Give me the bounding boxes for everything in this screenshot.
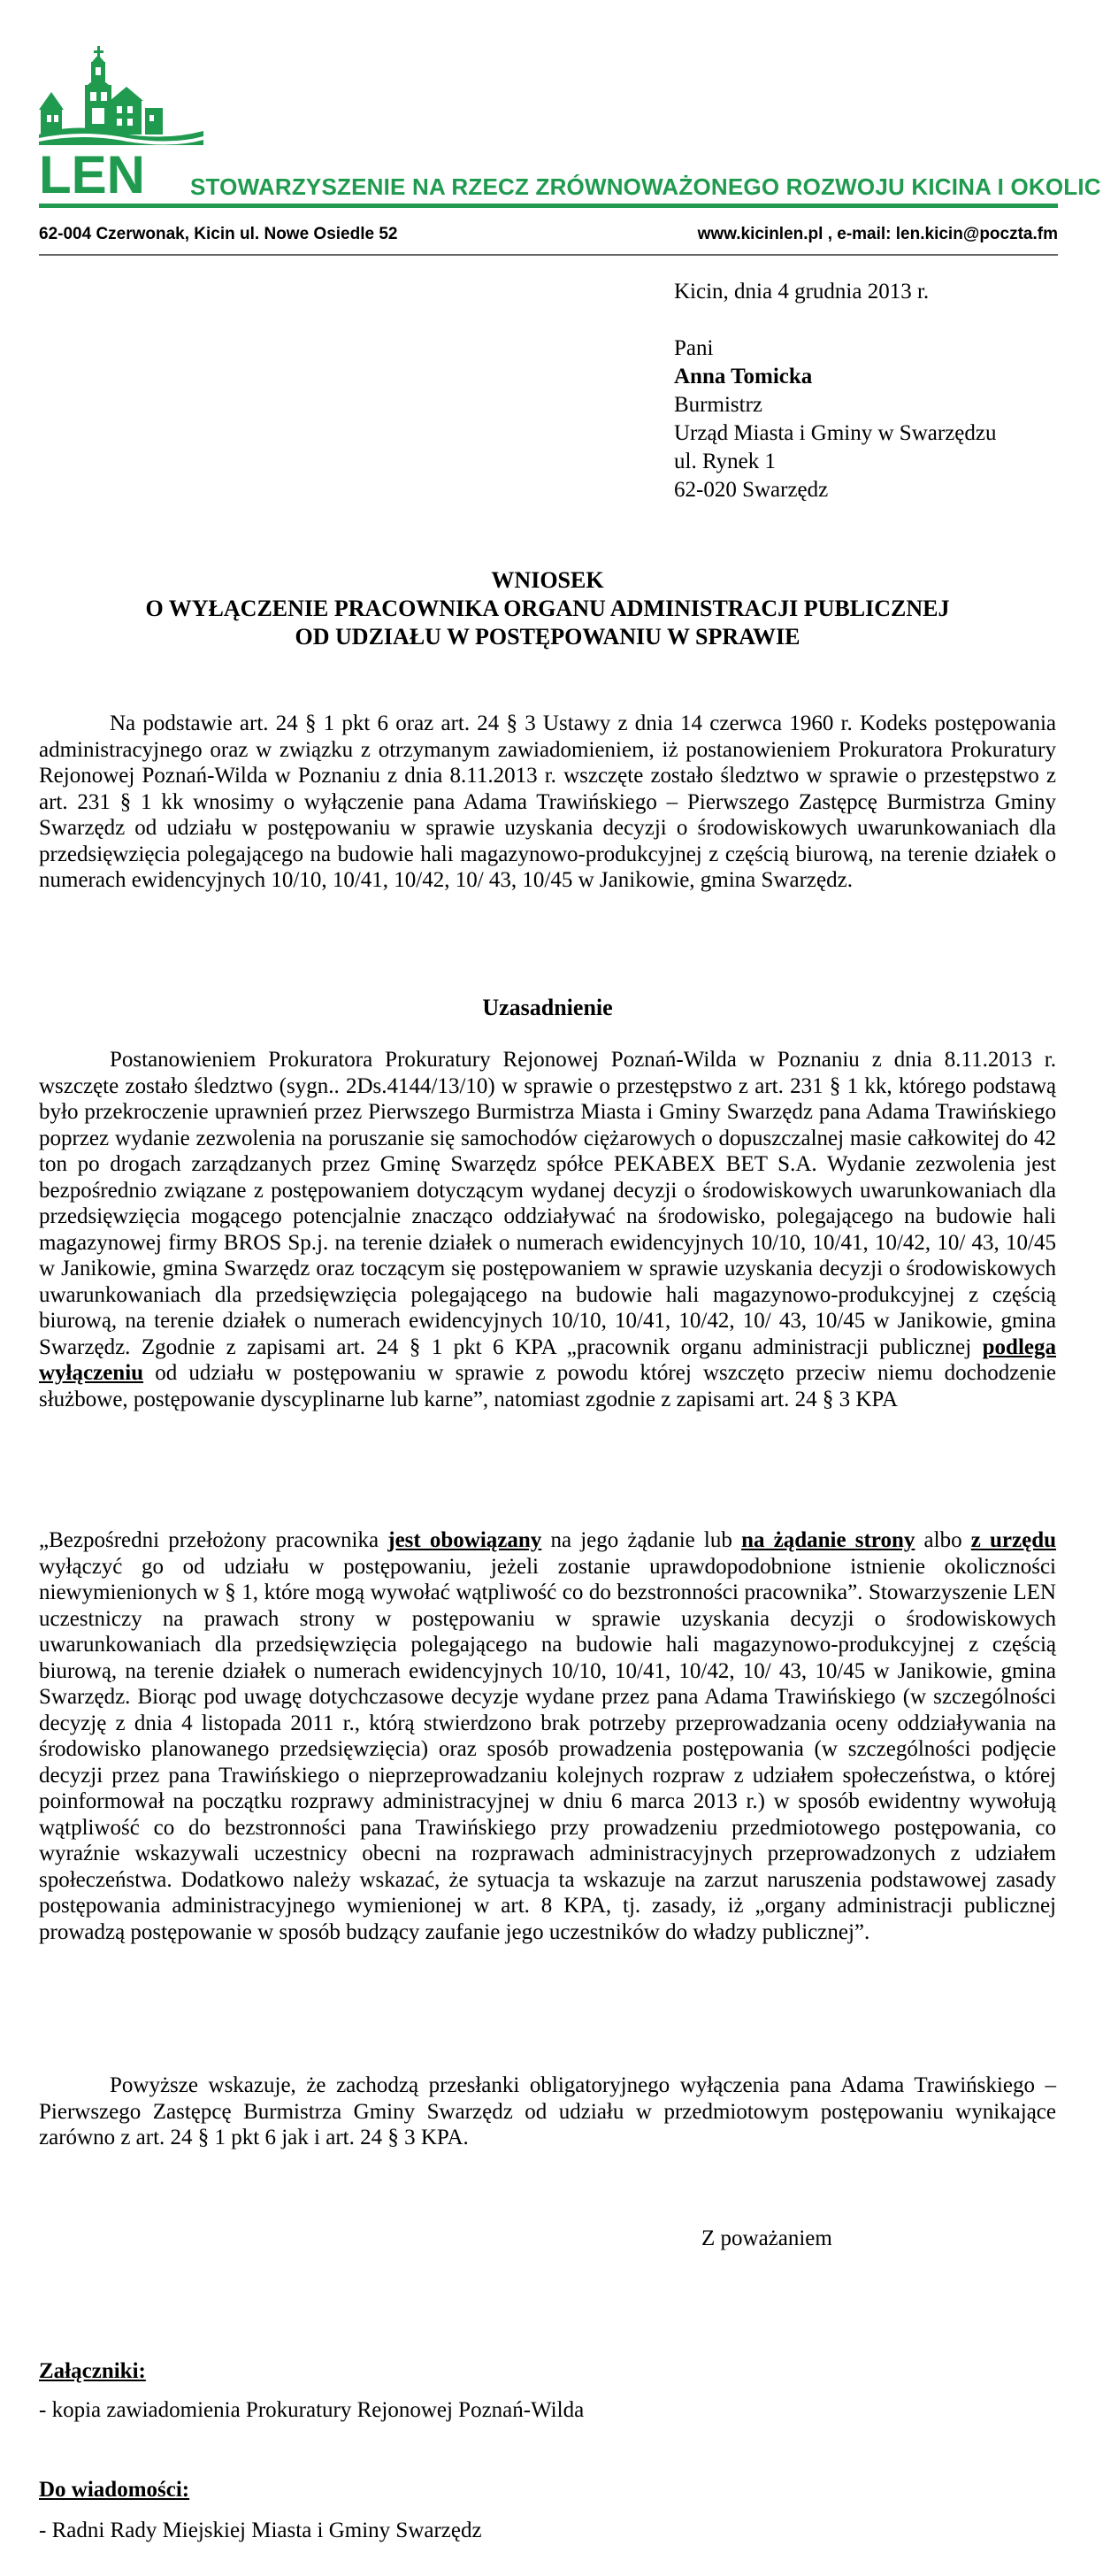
title-line-3: OD UDZIAŁU W POSTĘPOWANIU W SPRAWIE bbox=[295, 624, 800, 650]
recipient-street: ul. Rynek 1 bbox=[674, 450, 776, 473]
logo-text: LEN bbox=[39, 145, 145, 196]
cc-heading: Do wiadomości: bbox=[39, 2478, 190, 2502]
paragraph-justification-1 bbox=[39, 1047, 1056, 1412]
organization-name: STOWARZYSZENIE NA RZECZ ZRÓWNOWAŻONEGO ROZWOJU KICINA I OKOLIC bbox=[190, 173, 1101, 200]
cc-item: - Radni Rady Miejskiej Miasta i Gminy Swarzędz bbox=[39, 2518, 482, 2542]
recipient-city: 62-020 Swarzędz bbox=[674, 478, 829, 502]
organization-address: 62-004 Czerwonak, Kicin ul. Nowe Osiedle 52 bbox=[39, 225, 398, 243]
p3-part-d: wyłączyć go od udziału w postępowaniu, jeżeli zostanie uprawdopodobnione istnienie okoliczności niewymienionych w § 1, które mogą wywołać wątpliwość co do bezstronności pracownika”. Stowarzyszenie LEN uczestniczy na prawach strony w postępowaniu w sprawie uzyskania decyzji o środowiskowych uwarunkowaniach dla przedsięwzięcia polegającego na budowie hali magazynowo-produkcyjnej z częścią biurową, na terenie działek o numerach ewidencyjnych 10/10, 10/41, 10/42, 10/ 43, 10/45 w Janikowie, gmina Swarzędz. Biorąc pod uwagę dotychczasowe decyzje wydane przez pana Adama Trawińskiego (w szczególności decyzję z dnia 4 listopada 2011 r., którą stwierdzono brak potrzeby przeprowadzania oceny oddziaływania na środowisko planowanego przedsięwzięcia) oraz sposób prowadzenia postępowania (w szczególności podjęcie decyzji przez pana Trawińskiego o nieprzeprowadzaniu kolejnych rozpraw z udziałem społeczeństwa, o której poinformował na początku rozprawy administracyjnej w dniu 6 marca 2013 r.) w sposób ewidentny wywołują wątpliwość co do bezstronności pana Trawińskiego przy prowadzeniu przedmiotowego postępowania, co wyraźnie wskazywali uczestnicy obecni na rozprawach administracyjnych przeprowadzonych z udziałem społeczeństwa. Dodatkowo należy wskazać, że sytuacja ta wskazuje na zarzut naruszenia podstawowej zasady postępowania administracyjnego wymienionej w art. 8 KPA, tj. zasady, iż „organy administracji publicznej prowadzą postępowanie w sposób budzący zaufanie jego uczestników do władzy publicznej”. bbox=[39, 1554, 1056, 1944]
attachments-heading: Załączniki: bbox=[39, 2359, 146, 2383]
title-line-2: O WYŁĄCZENIE PRACOWNIKA ORGANU ADMINISTRACJI PUBLICZNEJ bbox=[145, 596, 950, 621]
letter-date: Kicin, dnia 4 grudnia 2013 r. bbox=[674, 280, 930, 304]
p2-emphasis: podlega wyłączeniu bbox=[39, 1334, 1056, 1385]
document-title bbox=[39, 566, 1056, 651]
p2-tail: od udziału w postępowaniu w sprawie z powodu której wszczęto przeciw niemu dochodzenie służbowe, postępowanie dyscyplinarne lub karne”, natomiast zgodnie z zapisami art. 24 § 3 KPA bbox=[39, 1361, 1056, 1411]
organization-contact: www.kicinlen.pl , e-mail: len.kicin@poczta.fm bbox=[697, 225, 1058, 243]
paragraph-conclusion: Powyższe wskazuje, że zachodzą przesłanki obligatoryjnego wyłączenia pana Adama Trawińskiego – Pierwszego Zastępcę Burmistrza Gminy Swarzędz od udziału w przedmiotowym postępowaniu wynikające zarówno z art. 24 § 1 pkt 6 jak i art. 24 § 3 KPA. bbox=[39, 2073, 1056, 2149]
recipient-office: Urząd Miasta i Gminy w Swarzędzu bbox=[674, 421, 997, 445]
justification-heading: Uzasadnienie bbox=[482, 995, 613, 1020]
p2-text: Postanowieniem Prokuratora Prokuratury Rejonowej Poznań-Wilda w Poznaniu z dnia 8.11.2013 r. wszczęte zostało śledztwo (sygn.. 2Ds.4144/13/10) w sprawie o przestępstwo z art. 231 § 1 kk, którego podstawą było przekroczenie uprawnień przez Pierwszego Burmistrza Miasta i Gminy Swarzędz pana Adama Trawińskiego poprzez wydanie zezwolenia na poruszanie się samochodów ciężarowych o dopuszczalnej masie całkowitej do 42 ton po drogach zarządzanych przez Gminę Swarzędz spółce PEKABEX BET S.A. Wydanie zezwolenia jest bezpośrednio związane z postępowaniem dotyczącym wydanej decyzji o środowiskowych uwarunkowaniach dla przedsięwzięcia mogącego potencjalnie znacząco oddziaływać na środowisko, polegającego na budowie hali magazynowej firmy BROS Sp.j. na terenie działek o numerach ewidencyjnych 10/10, 10/41, 10/42, 10/ 43, 10/45 w Janikowie, gmina Swarzędz oraz toczącym się postępowaniem w sprawie uzyskania decyzji o środowiskowych uwarunkowaniach dla przedsięwzięcia polegającego na budowie hali magazynowo-produkcyjnej z częścią biurową, na terenie działek o numerach ewidencyjnych 10/10, 10/41, 10/42, 10/ 43, 10/45 w Janikowie, gmina Swarzędz. Zgodnie z zapisami art. 24 § 1 pkt 6 KPA „pracownik organu administracji publicznej bbox=[39, 1048, 1056, 1359]
recipient-block bbox=[674, 334, 996, 504]
p3-emphasis-2: na żądanie strony bbox=[741, 1528, 915, 1552]
paragraph-justification-2 bbox=[39, 1527, 1056, 1945]
p3-part-b: na jego żądanie lub bbox=[541, 1528, 742, 1552]
p3-emphasis-1: jest obowiązany bbox=[387, 1528, 542, 1552]
p3-emphasis-3: z urzędu bbox=[970, 1528, 1057, 1552]
header-divider bbox=[39, 254, 1058, 256]
p3-part-c: albo bbox=[915, 1528, 971, 1552]
recipient-name: Anna Tomicka bbox=[674, 365, 813, 388]
len-logo bbox=[39, 46, 203, 196]
title-line-1: WNIOSEK bbox=[491, 567, 604, 593]
p3-part-a: „Bezpośredni przełożony pracownika bbox=[39, 1528, 388, 1552]
header-green-rule bbox=[39, 204, 1058, 208]
attachment-item: - kopia zawiadomienia Prokuratury Rejonowej Poznań-Wilda bbox=[39, 2398, 585, 2422]
paragraph-request: Na podstawie art. 24 § 1 pkt 6 oraz art. 24 § 3 Ustawy z dnia 14 czerwca 1960 r. Kodeks postępowania administracyjnego oraz w związku z otrzymanym zawiadomieniem, iż postanowieniem Prokuratora Prokuratury Rejonowej Poznań-Wilda w Poznaniu z dnia 8.11.2013 r. wszczęte zostało śledztwo w sprawie o przestępstwo z art. 231 § 1 kk wnosimy o wyłączenie pana Adama Trawińskiego – Pierwszego Zastępcę Burmistrza Gminy Swarzędz od udziału w postępowaniu w sprawie uzyskania decyzji o środowiskowych uwarunkowaniach dla przedsięwzięcia polegającego na budowie hali magazynowo-produkcyjnej z częścią biurową, na terenie działek o numerach ewidencyjnych 10/10, 10/41, 10/42, 10/ 43, 10/45 w Janikowie, gmina Swarzędz. bbox=[39, 711, 1056, 892]
recipient-position: Burmistrz bbox=[674, 393, 762, 417]
recipient-salutation: Pani bbox=[674, 336, 714, 360]
closing-signoff: Z poważaniem bbox=[701, 2226, 832, 2250]
